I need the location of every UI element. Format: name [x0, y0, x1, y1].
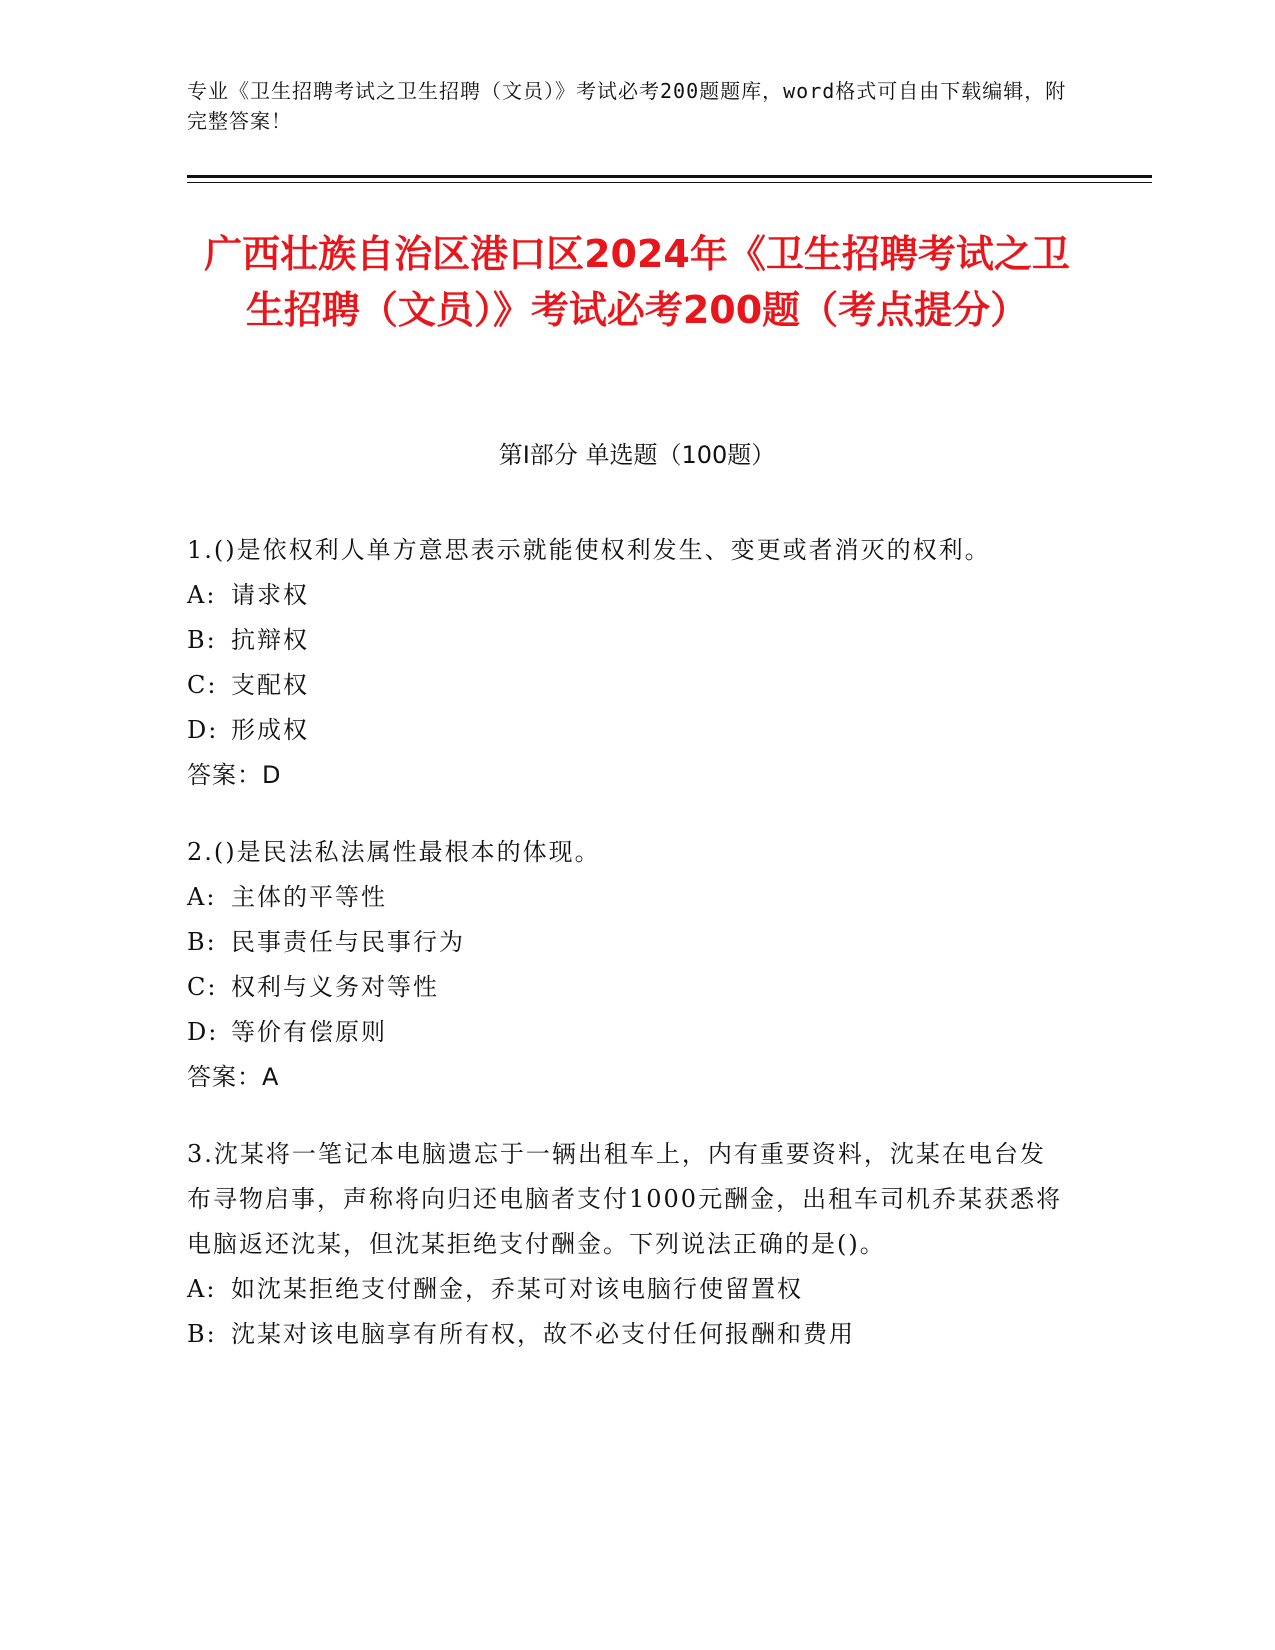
section-title: 第I部分 单选题（100题）	[498, 441, 776, 469]
option-a	[187, 1267, 1067, 1312]
option-b	[187, 920, 1067, 965]
option-c	[187, 965, 1067, 1010]
option-b	[187, 618, 1067, 663]
option-text: 如沈某拒绝支付酬金，乔某可对该电脑行使留置权	[231, 1275, 803, 1303]
question-list	[187, 528, 1067, 1389]
option-letter: A:	[187, 883, 217, 911]
option-letter: B:	[187, 626, 217, 654]
option-letter: B:	[187, 1320, 217, 1348]
answer-line: 答案：A	[187, 1063, 280, 1091]
option-letter: C:	[187, 671, 218, 699]
option-a	[187, 875, 1067, 920]
option-letter: D:	[187, 1018, 219, 1046]
option-text: 支配权	[231, 671, 309, 699]
option-text: 沈某对该电脑享有所有权，故不必支付任何报酬和费用	[231, 1320, 855, 1348]
question-3	[187, 1132, 1067, 1357]
option-d	[187, 1010, 1067, 1055]
option-text: 主体的平等性	[231, 883, 387, 911]
option-b	[187, 1312, 1067, 1357]
option-text: 等价有偿原则	[231, 1018, 387, 1046]
option-text: 权利与义务对等性	[231, 973, 439, 1001]
option-letter: B:	[187, 928, 217, 956]
header-divider-thin	[187, 182, 1152, 183]
option-text: 形成权	[231, 716, 309, 744]
option-letter: D:	[187, 716, 219, 744]
header-note: 专业《卫生招聘考试之卫生招聘（文员）》考试必考200题题库，word格式可自由下载编辑，附完整答案！	[187, 79, 1067, 133]
option-letter: A:	[187, 581, 217, 609]
option-a	[187, 573, 1067, 618]
option-text: 抗辩权	[231, 626, 309, 654]
option-c	[187, 663, 1067, 708]
answer-line: 答案：D	[187, 761, 282, 789]
option-letter: C:	[187, 973, 218, 1001]
option-text: 民事责任与民事行为	[231, 928, 465, 956]
question-stem: 1.()是依权利人单方意思表示就能使权利发生、变更或者消灭的权利。	[187, 536, 991, 564]
option-text: 请求权	[231, 581, 309, 609]
option-letter: A:	[187, 1275, 217, 1303]
option-d	[187, 708, 1067, 753]
question-stem: 3.沈某将一笔记本电脑遗忘于一辆出租车上，内有重要资料，沈某在电台发布寻物启事，声称将向归还电脑者支付1000元酬金，出租车司机乔某获悉将电脑返还沈某，但沈某拒绝支付酬金。下列说法正确的是()。	[187, 1140, 1063, 1258]
question-1	[187, 528, 1067, 798]
header-divider-thick	[187, 175, 1152, 178]
question-2	[187, 830, 1067, 1100]
document-title: 广西壮族自治区港口区2024年《卫生招聘考试之卫生招聘（文员）》考试必考200题（考点提分）	[204, 232, 1070, 332]
question-stem: 2.()是民法私法属性最根本的体现。	[187, 838, 601, 866]
